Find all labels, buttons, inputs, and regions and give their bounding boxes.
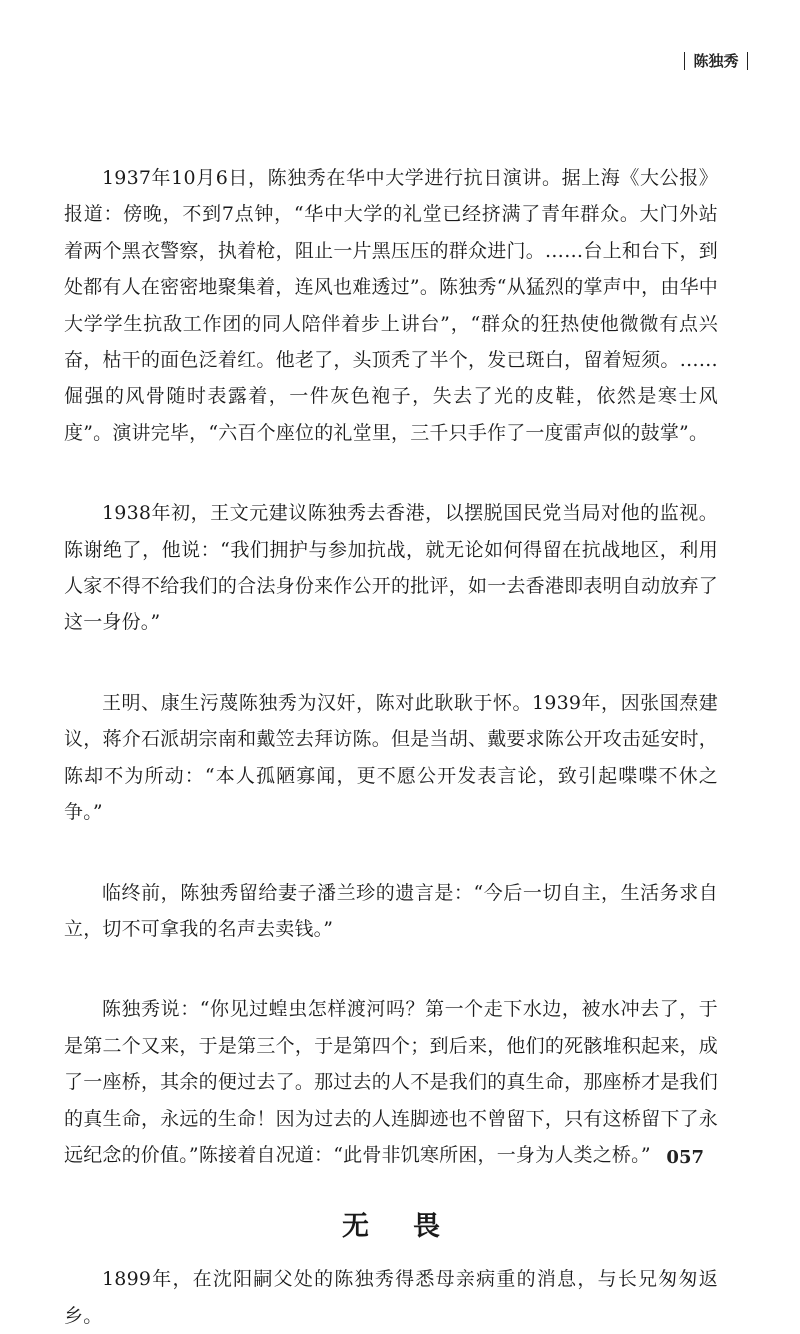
paragraph-locust-bridge: 陈独秀说：“你见过蝗虫怎样渡河吗？第一个走下水边，被水冲去了，于是第二个又来，于是第三个，于是第四个；到后来，他们的死骸堆积起来，成了一座桥，其余的便过去了。那过去的人不是我们的真生命，那座桥才是我们的真生命，永远的生命！因为过去的人连脚迹也不曾留下，只有这桥留下了永远纪念的价值。”陈接着自况道：“此骨非饥寒所困，一身为人类之桥。”: [64, 998, 718, 1166]
page-number: 057: [666, 1147, 704, 1168]
paragraph-hongkong-1938: 1938年初，王文元建议陈独秀去香港，以摆脱国民党当局对他的监视。陈谢绝了，他说：“我们拥护与参加抗战，就无论如何得留在抗战地区，利用人家不得不给我们的合法身份来作公开的批评，如一去香港即表明自动放弃了这一身份。”: [64, 502, 718, 634]
paragraph-wangming-1939: 王明、康生污蔑陈独秀为汉奸，陈对此耿耿于怀。1939年，因张国焘建议，蒋介石派胡宗南和戴笠去拜访陈。但是当胡、戴要求陈公开攻击延安时，陈却不为所动：“本人孤陋寡闻，更不愿公开发表言论，致引起喋喋不休之争。”: [64, 691, 718, 824]
running-header: [684, 50, 748, 71]
chapter-label: 陈独秀: [693, 52, 739, 70]
paragraph-1899: 1899年，在沈阳嗣父处的陈独秀得悉母亲病重的消息，与长兄匆匆返乡。: [64, 1268, 718, 1327]
body-text: [64, 160, 718, 1334]
paragraph-last-words: 临终前，陈独秀留给妻子潘兰珍的遗言是：“今后一切自主，生活务求自立，切不可拿我的名声去卖钱。”: [64, 881, 718, 940]
header-divider-right: [747, 52, 749, 70]
section-title: 无畏: [342, 1211, 484, 1243]
paragraph-speech-1937: 1937年10月6日，陈独秀在华中大学进行抗日演讲。据上海《大公报》报道：傍晚，不到7点钟，“华中大学的礼堂已经挤满了青年群众。大门外站着两个黑衣警察，执着枪，阻止一片黑压压的群众进门。……台上和台下，到处都有人在密密地聚集着，连风也难透过”。陈独秀“从猛烈的掌声中，由华中大学学生抗敌工作团的同人陪伴着步上讲台”，“群众的狂热使他微微有点兴奋，枯干的面色泛着红。他老了，头顶秃了半个，发已斑白，留着短须。……倔强的风骨随时表露着，一件灰色袍子，失去了光的皮鞋，依然是寒士风度”。演讲完毕，“六百个座位的礼堂里，三千只手作了一度雷声似的鼓掌”。: [64, 167, 718, 444]
header-divider-left: [684, 52, 686, 70]
